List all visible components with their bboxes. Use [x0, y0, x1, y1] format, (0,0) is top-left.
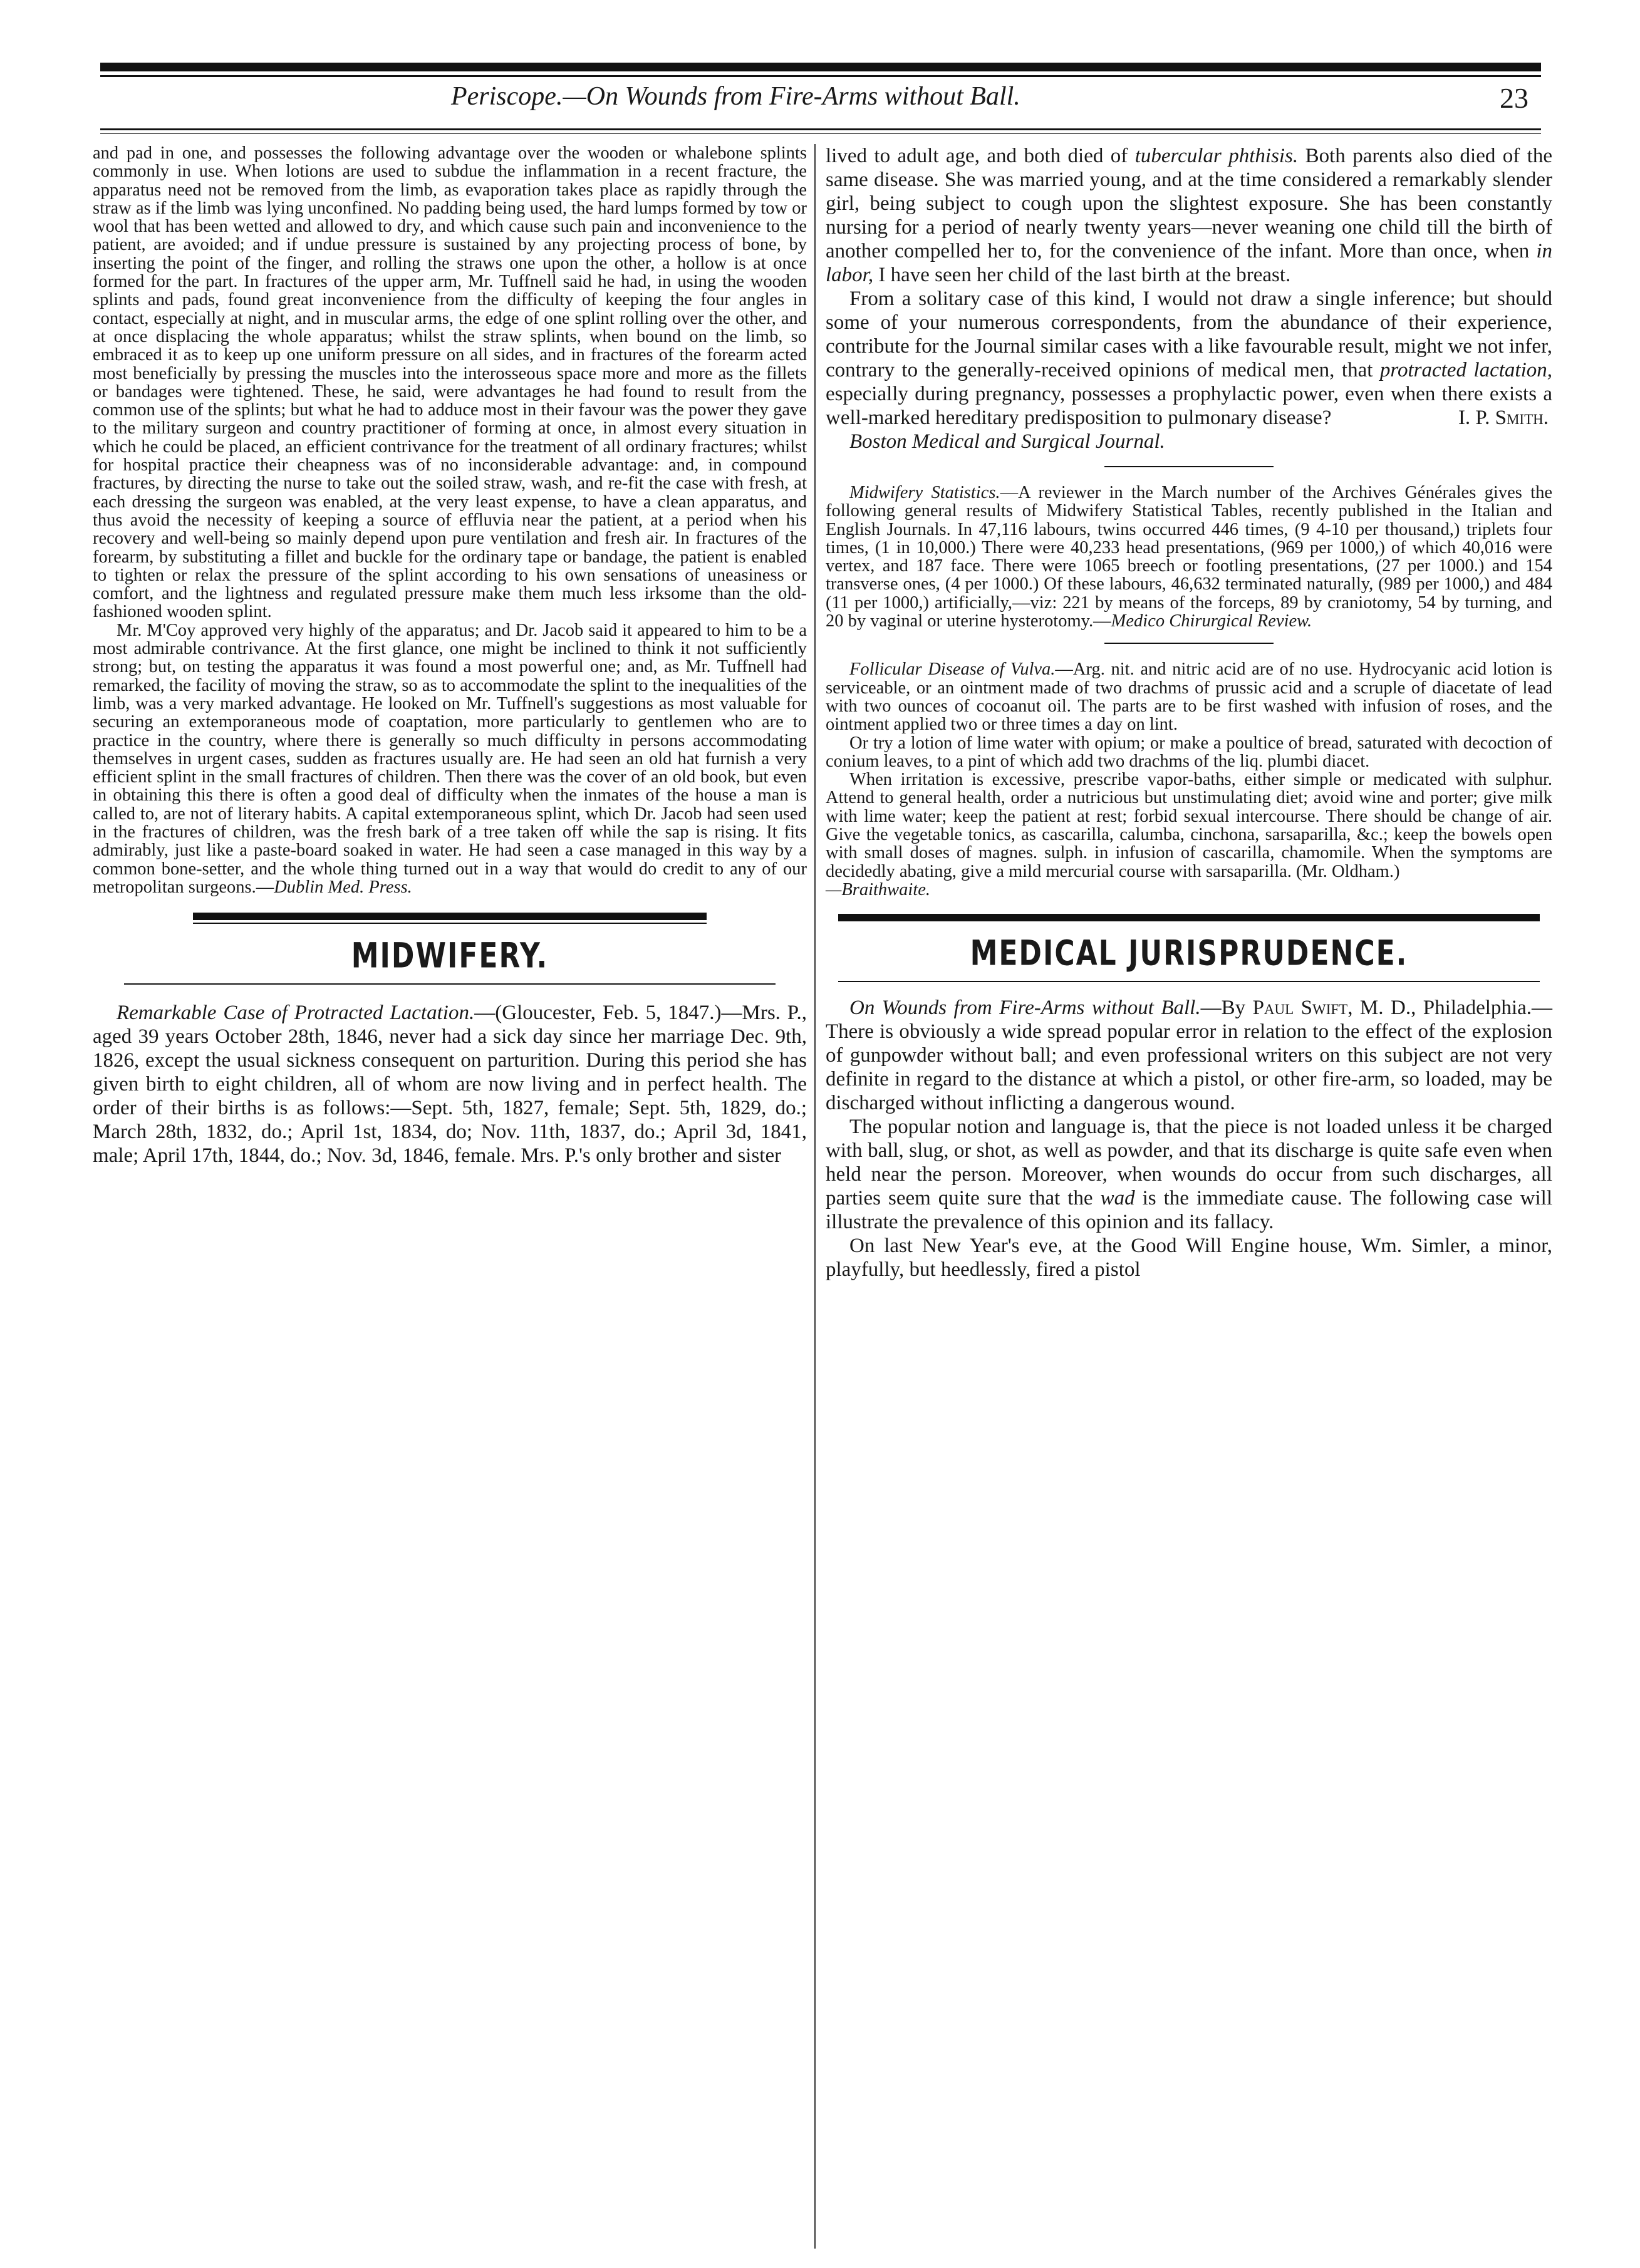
text-span: From a solitary case of this kind, I would not draw a single inference; but should some of your numerous correspondents, from the abundance of their experience, contribute for the Journal similar cases with a like favourable result, might we not infer, contrary to the generally-received opinions of medical men, that	[826, 287, 1552, 381]
vulva-title: Follicular Disease of Vulva.	[849, 660, 1056, 680]
top-ornamental-rule	[100, 63, 1541, 71]
article-divider	[1104, 643, 1274, 644]
mccoy-text: Mr. M'Coy approved very highly of the apparatus; and Dr. Jacob said it appeared to him to be a most admirable contrivance. At the first glance, one might be inclined to think it not sufficiently strong; but, on testing the apparatus it was found a most powerful one; and, as Mr. Tuffnell had remarked, the facility of moving the straw, so as to accommodate the splint to the inequalities of the limb, was a very marked advantage. He looked on Mr. Tuffnell's suggestions as most valuable for securing an extemporaneous mode of coaptation, more particularly to gentlemen who are to practice in the country, where there is generally so much difficulty in persons accommodating themselves in urgent cases, sudden as fractures usually are. He had seen an old hat furnish a very efficient splint in the small fractures of children. Then there was the cover of an old book, but even in obtaining this there is often a good deal of difficulty when the inmates of the house a man is called to, are not of literary habits. A capital extemporaneous splint, which Dr. Jacob had seen used in the fractures of children, was the fresh bark of a tree taken off while the sap is rising. It fits admirably, just like a paste-board soaked in water. He had seen a case managed in this way by a common bone-setter, and the whole thing turned out in a way that would do credit to any of our metropolitan surgeons.—	[93, 620, 807, 897]
statistics-source: Medico Chirurgical Review.	[1111, 611, 1312, 631]
wounds-title: On Wounds from Fire-Arms without Ball.	[849, 997, 1201, 1020]
text-span: is the immediate cause. The following case will illustrate the prevalence of this opinion and its fallacy.	[826, 1187, 1552, 1234]
signature: I. P. Smith.	[1458, 406, 1549, 429]
text-span: The popular notion and language is, that the piece is not loaded unless it be charged with ball, slug, or shot, as well as powder, and that its discharge is quite safe even when held near the person. Moreover, when wounds do occur from such discharges, all parties seem quite sure that the	[826, 1116, 1552, 1210]
lactation-continued	[826, 144, 1552, 287]
header-rule	[100, 128, 1541, 130]
text-span: especially during pregnancy, possesses a prophylactic power, even when there exists a well-marked hereditary predisposition to pulmonary disease?	[826, 383, 1552, 429]
braithwaite-source: —Braithwaite.	[826, 879, 931, 899]
dublin-source: Dublin Med. Press.	[274, 877, 412, 897]
running-title: Periscope.—On Wounds from Fire-Arms without Ball.	[451, 82, 1020, 111]
vulva-paragraph-3: When irritation is excessive, prescribe vapor-baths, either simple or medicated with sulphur. Attend to general health, order a nutricious but unstimulating diet; avoid wine and porter; give milk with lime water; keep the patient at rest; forbid sexual intercourse. There should be change of air. Give the vegetable tonics, as cascarilla, calumba, cinchona, sarsaparilla, &c.; keep the bowels open with small doses of magnes. sulph. in infusion of cascarilla, chamomile. When the symptoms are decidedly abating, give a mild mercurial course with sarsaparilla. (Mr. Oldham.)	[826, 770, 1552, 881]
author-name: Paul Swift	[1252, 997, 1348, 1020]
section-rule-bottom	[838, 981, 1540, 982]
jurisprudence-heading: MEDICAL JURISPRUDENCE.	[970, 933, 1408, 974]
vulva-text: —Arg. nit. and nitric acid are of no use. Hydrocyanic acid lotion is serviceable, or an ointment made of two drachms of prussic acid and a scruple of diacetate of lead with two ounces of cocoanut oil. The parts are to be first washed with infusion of roses, and the ointment applied two or three times a day on lint.	[826, 660, 1552, 735]
midwifery-statistics-paragraph	[826, 484, 1552, 630]
statistics-text: —A reviewer in the March number of the Archives Générales gives the following general results of Midwifery Statistical Tables, recently published in the Italian and English Journals. In 47,116 labours, twins occurred 446 times, (9 4-10 per thousand,) triplets four times, (1 in 10,000.) There were 40,233 head presentations, (969 per 1000,) of which 40,016 were vertex, and 187 face. There were 1065 breech or footling presentations, (27 per 1000.) and 154 transverse ones, (4 per 1000.) Of these labours, 46,632 terminated naturally, (989 per 1000,) and 484 (11 per 1000,) artificially,—viz: 221 by means of the forceps, 89 by craniotomy, 54 by turning, and 20 by vaginal or uterine hysterotomy.—	[826, 483, 1552, 631]
section-rule-bottom	[124, 983, 776, 985]
vulva-paragraph-2: Or try a lotion of lime water with opium; or make a poultice of bread, saturated with decoction of conium leaves, to a pint of which add two drachms of the liq. plumbi diacet.	[826, 733, 1552, 771]
mccoy-paragraph	[93, 621, 807, 896]
statistics-title: Midwifery Statistics.	[849, 483, 1000, 502]
text-span: in labor,	[826, 240, 1552, 286]
right-column	[826, 144, 1552, 1282]
vulva-paragraph-1	[826, 660, 1552, 733]
running-head	[100, 81, 1541, 125]
section-rule-top	[193, 913, 707, 920]
left-column	[93, 144, 807, 1168]
lactation-text: —(Gloucester, Feb. 5, 1847.)—Mrs. P., aged 39 years October 28th, 1846, never had a sick day since her marriage Dec. 9th, 1826, except the usual sickness consequent on parturition. During this period she has given birth to eight children, all of whom are now living and in perfect health. The order of their births is as follows:—Sept. 5th, 1827, female; Sept. 5th, 1829, do.; March 28th, 1832, do.; April 1st, 1834, do; Nov. 11th, 1837, do.; April 3d, 1841, male; April 17th, 1844, do.; Nov. 3d, 1846, female. Mrs. P.'s only brother and sister	[93, 1002, 807, 1168]
lactation-paragraph	[93, 1001, 807, 1168]
inference-paragraph	[826, 287, 1552, 430]
top-thin-rule	[100, 75, 1541, 77]
header-rule-thin	[100, 133, 1541, 134]
article-divider	[1104, 466, 1274, 467]
text-span: lived to adult age, and both died of	[826, 145, 1135, 167]
section-rule-thin	[193, 923, 707, 924]
wounds-paragraph-1	[826, 996, 1552, 1115]
text-span: protracted lactation,	[1379, 359, 1552, 381]
wounds-paragraph-2	[826, 1115, 1552, 1234]
text-span: wad	[1100, 1187, 1135, 1210]
lactation-title: Remarkable Case of Protracted Lactation.	[117, 1002, 475, 1025]
text-span: tubercular phthisis.	[1134, 145, 1299, 167]
wounds-paragraph-3: On last New Year's eve, at the Good Will Engine house, Wm. Simler, a minor, playfully, but heedlessly, fired a pistol	[826, 1235, 1552, 1282]
midwifery-heading: MIDWIFERY.	[351, 936, 549, 976]
text-span: Both parents also died of the same disease. She was married young, and at the time considered a remarkably slender girl, being subject to cough upon the slightest exposure. She has been constantly nursing for a period of nearly twenty years—never weaning one child till the birth of another compelled her to, for the convenience of the infant. More than once, when	[826, 145, 1552, 262]
section-rule-top	[838, 914, 1540, 921]
boston-source: Boston Medical and Surgical Journal.	[849, 430, 1165, 453]
column-divider	[814, 144, 816, 2249]
text-span: , M. D., Philadelphia.—There is obviously a wide spread popular error in relation to the effect of the explosion of gunpowder without ball; and even professional writers on this subject are not very definite in regard to the distance at which a pistol, or other fire-arm, so loaded, may be discharged without inflicting a dangerous wound.	[826, 997, 1552, 1115]
page-number: 23	[1500, 82, 1528, 114]
text-span: —By	[1200, 997, 1253, 1020]
text-span: I have seen her child of the last birth at the breast.	[873, 264, 1291, 286]
splint-paragraph: and pad in one, and possesses the following advantage over the wooden or whalebone splints commonly in use. When lotions are used to subdue the inflammation in a recent fracture, the apparatus need not be removed from the limb, as evaporation takes place as rapidly through the straw as if the limb was lying unconfined. No padding being used, the hard lumps formed by tow or wool that has been wetted and allowed to dry, and which cause such pain and inconvenience to the patient, are avoided; and if undue pressure is sustained by any projecting process of bone, by inserting the point of the finger, and rolling the straws one upon the other, a hollow is at once formed for the part. In fractures of the upper arm, Mr. Tuffnell said he had, in using the wooden splints and pads, found great inconvenience from the difficulty of keeping the four angles in contact, especially at night, and in muscular arms, the edge of one splint rolling over the other, and at once displacing the whole apparatus; whilst the straw splints, when bound on the limb, so embraced it as to keep up one uniform pressure on all sides, and in fractures of the forearm acted most beneficially by pressing the muscles into the interosseous space more and more as the fillets or bandages were tightened. These, he said, were advantages he had found to result from the common use of the splints; but what he had to adduce most in their favour was the power they gave to the military surgeon and country practitioner of forming at once, in almost every situation in which he could be placed, an efficient contrivance for the treatment of all ordinary fractures; whilst for hospital practice their cheapness was of no inconsiderable advantage: and, in compound fractures, by directing the nurse to take out the soiled straw, wash, and re-fit the case with fresh, at each dressing the surgeon was enabled, at the very least expense, to have a clean apparatus, and thus avoid the necessity of keeping a source of effluvia near the patient, at a period when his recovery and well-being so mainly depend upon pure ventilation and fresh air. In fractures of the forearm, by substituting a fillet and buckle for the ordinary tape or bandage, the patient is enabled to tighten or relax the pressure of the splint according to his own sensations of uneasiness or comfort, and the lightness and regulated pressure make them much less irksome than the old-fashioned wooden splint.	[93, 143, 807, 622]
